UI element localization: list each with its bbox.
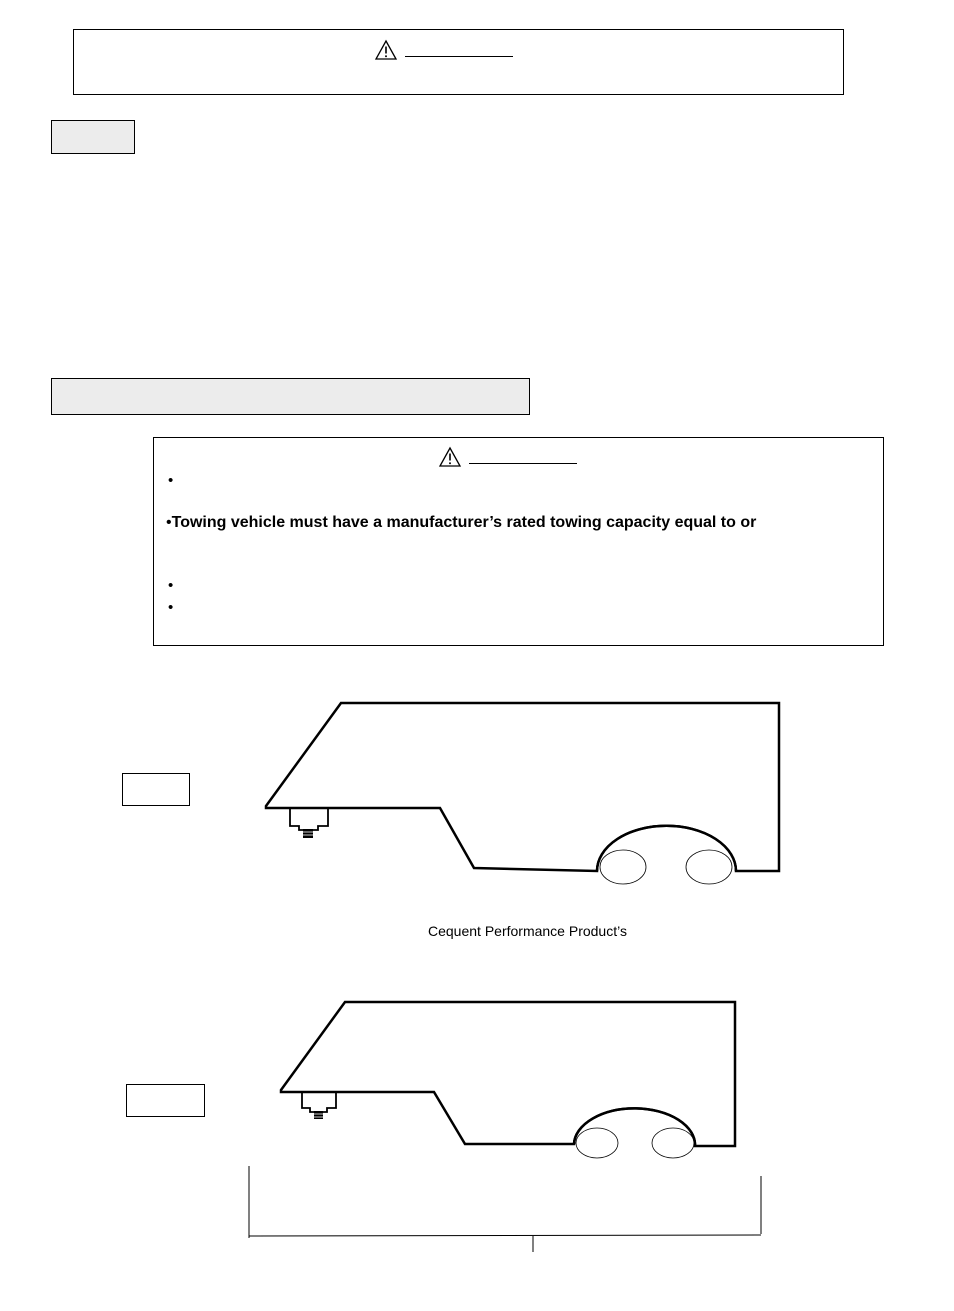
figure1-caption: Cequent Performance Product’s [428, 923, 627, 939]
trailer-2-wheel-rear [652, 1128, 694, 1158]
trailer-2-wheel-front [576, 1128, 618, 1158]
trailer-2-kingpin-tip [314, 1111, 323, 1119]
bullet-marker: • [168, 472, 174, 489]
trailer-2-kingpin [302, 1092, 336, 1112]
bullet-marker: • [168, 577, 174, 594]
bullet-marker: • [166, 514, 172, 531]
bracket-base [249, 1235, 761, 1236]
trailer-2-body-outline [281, 1002, 735, 1146]
towing-capacity-text: Towing vehicle must have a manufacturer’s rated towing capacity equal to or [171, 514, 757, 531]
bullet-marker: • [168, 599, 174, 616]
